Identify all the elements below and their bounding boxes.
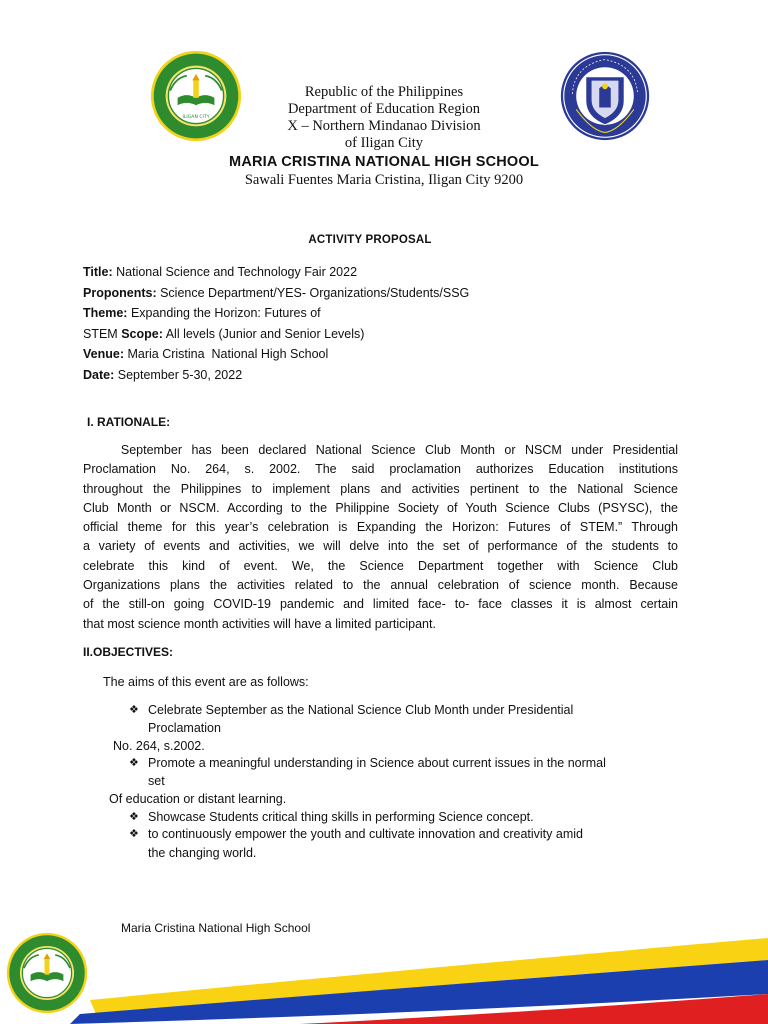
proposal-details [83, 262, 469, 385]
detail-label: Date: [83, 367, 115, 382]
detail-title-row [83, 262, 469, 283]
paragraph-line: a variety of events and activities, we will delve into the set of performance of the students to [83, 539, 678, 554]
detail-theme-row [83, 303, 469, 324]
objective-2-line-3: Of education or distant learning. [109, 792, 287, 806]
paragraph-line: celebrate this kind of event. We, the Science Department together with Science Club [83, 558, 678, 573]
letterhead [0, 84, 768, 189]
paragraph-line: of the still-on going COVID-19 pandemic and limited face- to- face classes it is almost certain [83, 597, 678, 612]
rationale-heading: I. RATIONALE: [87, 415, 171, 429]
detail-value: STEM [83, 326, 118, 341]
letterhead-line-3: X – Northern Mindanao Division [287, 118, 481, 134]
detail-label: Scope: [121, 326, 163, 341]
seal-label: ILIGAN CITY [182, 115, 210, 121]
objectives-heading: II.OBJECTIVES: [83, 645, 174, 659]
objective-4-line-2: the changing world. [148, 846, 257, 860]
detail-value: Science Department/YES- Organizations/Students/SSG [160, 285, 470, 300]
objective-4-line-1: to continuously empower the youth and cultivate innovation and creativity amid [148, 827, 583, 841]
paragraph-line: Proclamation No. 264, s. 2002. The said proclamation authorizes Education institutions [83, 462, 678, 477]
detail-label: Title: [83, 265, 113, 279]
detail-value: Expanding the Horizon: Futures of [130, 306, 321, 320]
paragraph-line: Organizations plans the activities related to the annual celebration of science month. Because [83, 578, 678, 593]
detail-value: All levels (Junior and Senior Levels) [165, 326, 365, 341]
diamond-bullet-icon [129, 811, 141, 823]
objectives-intro: The aims of this event are as follows: [103, 675, 309, 689]
detail-proponents-row [83, 283, 469, 304]
paragraph-line: official theme for this year’s celebration is Expanding the Horizon: Futures of STEM.” Through [83, 520, 678, 535]
paragraph-line: Club Month or NSCM. According to the Philippine Society of Youth Science Clubs (PSYSC), the [83, 500, 678, 515]
letterhead-line-2: Department of Education Region [287, 101, 481, 117]
objective-3: Showcase Students critical thing skills in performing Science concept. [148, 810, 534, 824]
footer-stripes [0, 930, 768, 1024]
paragraph-line: September has been declared National Science Club Month or NSCM under Presidential [83, 443, 678, 457]
detail-scope-row [83, 324, 469, 345]
detail-value: September 5-30, 2022 [117, 367, 243, 382]
detail-label: Proponents: [83, 285, 157, 300]
diamond-bullet-icon [129, 828, 141, 840]
footer-school-seal-logo [6, 932, 88, 1014]
diamond-bullet-icon [129, 704, 141, 716]
objective-1-line-3: No. 264, s.2002. [113, 739, 205, 753]
detail-label: Venue: [83, 347, 124, 361]
objective-1-line-2: Proclamation [148, 721, 221, 735]
rationale-paragraph [83, 441, 678, 634]
document-title: ACTIVITY PROPOSAL [308, 234, 432, 246]
diamond-bullet-icon [129, 757, 141, 769]
detail-date-row [83, 365, 469, 386]
objective-2-line-2: set [148, 774, 165, 788]
paragraph-line: throughout the Philippines to implement plans and activities pertinent to the National Science [83, 481, 678, 496]
footer-school-name: Maria Cristina National High School [121, 921, 311, 935]
detail-venue-row [83, 344, 469, 365]
paragraph-line: that most science month activities will have a limited participant. [83, 616, 436, 631]
detail-value: Maria Cristina National High School [127, 347, 329, 361]
letterhead-address: Sawali Fuentes Maria Cristina, Iligan City 9200 [244, 172, 524, 188]
objective-2-line-1: Promote a meaningful understanding in Science about current issues in the normal [148, 756, 606, 770]
letterhead-line-4: of Iligan City [344, 135, 424, 151]
objective-1-line-1: Celebrate September as the National Science Club Month under Presidential [148, 703, 574, 717]
letterhead-school-name: MARIA CRISTINA NATIONAL HIGH SCHOOL [229, 154, 539, 170]
detail-value: National Science and Technology Fair 2022 [116, 265, 358, 279]
detail-label: Theme: [83, 306, 128, 320]
letterhead-line-1: Republic of the Philippines [304, 84, 464, 100]
